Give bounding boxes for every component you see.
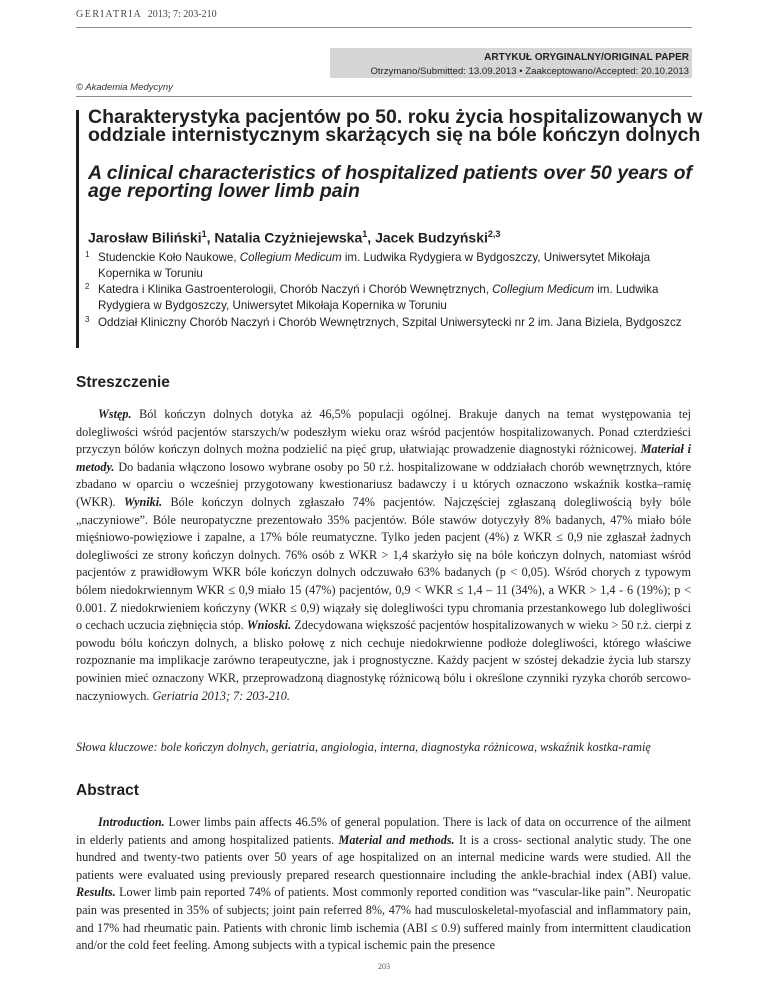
- affiliation-3: [85, 315, 688, 331]
- affiliation-number: 3: [85, 315, 90, 324]
- affiliation-text: Oddział Kliniczny Chorób Naczyń i Chorób Wewnętrznych, Szpital Uniwersytecki nr 2 im. Jana Biziela, Bydgoszcz: [98, 316, 682, 329]
- author-name: Jacek Budzyński: [375, 229, 488, 246]
- article-dates: Otrzymano/Submitted: 13.09.2013 • Zaakceptowano/Accepted: 20.10.2013: [370, 66, 689, 77]
- abstract-polish: [76, 406, 691, 705]
- author-affil: 2,3: [487, 229, 501, 239]
- author-name: Natalia Czyżniejewska: [214, 229, 363, 246]
- affiliation-1: [85, 250, 688, 282]
- journal-name: GERIATRIA: [76, 9, 142, 20]
- title-english: A clinical characteristics of hospitalized patients over 50 years of age reporting lower limb pain: [88, 162, 693, 202]
- affiliation-number: 2: [85, 282, 90, 291]
- section-label: Wyniki.: [123, 494, 163, 509]
- affiliation-italic: Collegium Medicum: [239, 251, 342, 264]
- section-text: It is a cross- sectional analytic study. The one hundred and twenty-two patients over 50 years of age hospitalized on an internal medicine wards were studied. All the patients were evaluated using previously prepared research questionnaire including the ankle-brachial index (ABI) value.: [76, 832, 691, 882]
- page-number: 203: [378, 962, 390, 971]
- section-label: Wstęp.: [98, 407, 132, 421]
- section-label: Wnioski.: [246, 618, 292, 633]
- running-head: [76, 9, 217, 20]
- affiliation-2: [85, 282, 688, 314]
- section-text: Zdecydowana większość pacjentów hospitalizowanych w wieku > 50 r.ż. cierpi z powodu bólu kończyn dolnych, a blisko połowę z nich cechuje niedokrwienne podłoże dolegliwości, którego właściwe rozpoznanie ma implikacje zarówno terapeutyczne, jak i prognostyczne. Każdy pacjent w szóstej dekadzie życia lub starszy powinien mieć oznaczony WKR, przeprowadzoną diagnostykę różnicową bólu i określone czynniki ryzyka chorób sercowo-naczyniowych.: [76, 618, 691, 703]
- header-rule: [76, 96, 692, 97]
- heading-streszczenie: Streszczenie: [76, 374, 170, 391]
- top-rule: [76, 27, 692, 28]
- section-label: Results.: [76, 885, 116, 900]
- section-text: Lower limbs pain affects 46.5% of general population. There is lack of data on occurrence of the ailment in elderly patients and among hospitalized patients.: [76, 815, 691, 847]
- affiliation-number: 1: [85, 250, 90, 259]
- copyright: © Akademia Medycyny: [76, 82, 173, 93]
- article-meta-box: [330, 48, 692, 78]
- abstract-english: [76, 814, 691, 955]
- author-name: Jarosław Biliński: [88, 229, 202, 246]
- section-label: Materiał i metody.: [76, 442, 691, 474]
- heading-abstract: Abstract: [76, 782, 139, 799]
- journal-volume: 2013; 7: 203-210: [147, 9, 217, 20]
- affiliation-italic: Collegium Medicum: [492, 283, 594, 296]
- affiliation-text: Studenckie Koło Naukowe,: [98, 251, 240, 264]
- author-list: Jarosław Biliński$^1$, Natalia Czyżniejewska$^1$, Jacek Budzyński$^{2,3}$: [88, 229, 501, 246]
- section-text: Lower limb pain reported 74% of patients. Most commonly reported condition was “vascular-like pain”. Neuropatic pain was presented in 35% of subjects; joint pain referred 8%, 47% had musculoskeletal-myofascial and inflammatory pain, and 17% had rheumatic pain. Patients with chronic limb ischemia (ABI ≤ 0.9) suffered mainly from intermittent claudication and/or the cold feet feeling. Among subjects with a typical ischemic pain the presence: [76, 885, 691, 953]
- section-label: Introduction.: [98, 815, 165, 829]
- author-affil: 1: [362, 229, 368, 239]
- section-label: Material and methods.: [338, 832, 455, 847]
- title-bar: [76, 110, 79, 348]
- section-text: Ból kończyn dolnych dotyka aż 46,5% populacji ogólnej. Brakuje danych na temat występowania tej dolegliwości wśród pacjentów starszych/w podeszłym wieku oraz wśród pacjentów hospitalizowanych. Ponad czterdzieści przyczyn bólów kończyn dolnych można podzielić na pięć grup, ułatwiając prowadzenie diagnostyki różnicowej.: [76, 407, 691, 457]
- article-type: ARTYKUŁ ORYGINALNY/ORIGINAL PAPER: [484, 52, 689, 63]
- affiliation-text: im. Ludwika Rydygiera w Bydgoszczy, Uniwersytet Mikołaja Kopernika w Toruniu: [98, 283, 659, 312]
- affiliation-text: Katedra i Klinika Gastroenterologii, Chorób Naczyń i Chorób Wewnętrznych,: [98, 283, 493, 296]
- section-text: Bóle kończyn dolnych zgłaszało 74% pacjentów. Najczęściej zgłaszaną dolegliwością były bóle „naczyniowe”. Bóle neuropatyczne prezentowało 35% pacjentów. Bóle stawów dotyczyły 8% badanych, 47% miało bóle mięśniowo-powięziowe i zapalne, a 17% bóle reumatyczne. Tylko jeden pacjent (4%) z WKR ≤ 0,9 nie zgłaszał żadnych dolegliwości ze strony kończyn dolnych. 76% osób z WKR > 1,4 skarżyło się na bóle kończyn dolnych, natomiast wśród pacjentów z prawidłowym WKR bóle kończyn dolnych odczuwało 63% badanych (p < 0,05). Wśród chorych z typowym bólem niedokrwiennym WKR ≤ 0,9 miało 15 (47%) pacjentów, 0,9 < WKR ≤ 1,4 – 11 (34%), a WKR > 1,4 - 6 (19%); p < 0.001. Z niedokrwieniem kończyny (WKR ≤ 0,9) wiązały się dolegliwości typu chromania przestankowego lub dolegliwości o cechach uczucia ziębnięcia stóp.: [76, 494, 691, 633]
- citation: Geriatria 2013; 7: 203-210.: [152, 688, 290, 703]
- section-text: Do badania włączono losowo wybrane osoby po 50 r.ż. hospitalizowane w oddziałach chorób wewnętrznych, które zbadano w oparciu o wcześniej przygotowany kwestionariusz badawczy i u których oznaczono wskaźnik kostka–ramię (WKR).: [76, 459, 691, 509]
- title-polish: Charakterystyka pacjentów po 50. roku życia hospitalizowanych w oddziale internistycznym skarżących się na bóle kończyn dolnych: [88, 106, 703, 146]
- author-affil: 1: [201, 229, 207, 239]
- affiliation-text: im. Ludwika Rydygiera w Bydgoszczy, Uniwersytet Mikołaja Kopernika w Toruniu: [98, 251, 651, 280]
- keywords: Słowa kluczowe: bole kończyn dolnych, geriatria, angiologia, interna, diagnostyka różnicowa, wskaźnik kostka-ramię: [76, 740, 651, 754]
